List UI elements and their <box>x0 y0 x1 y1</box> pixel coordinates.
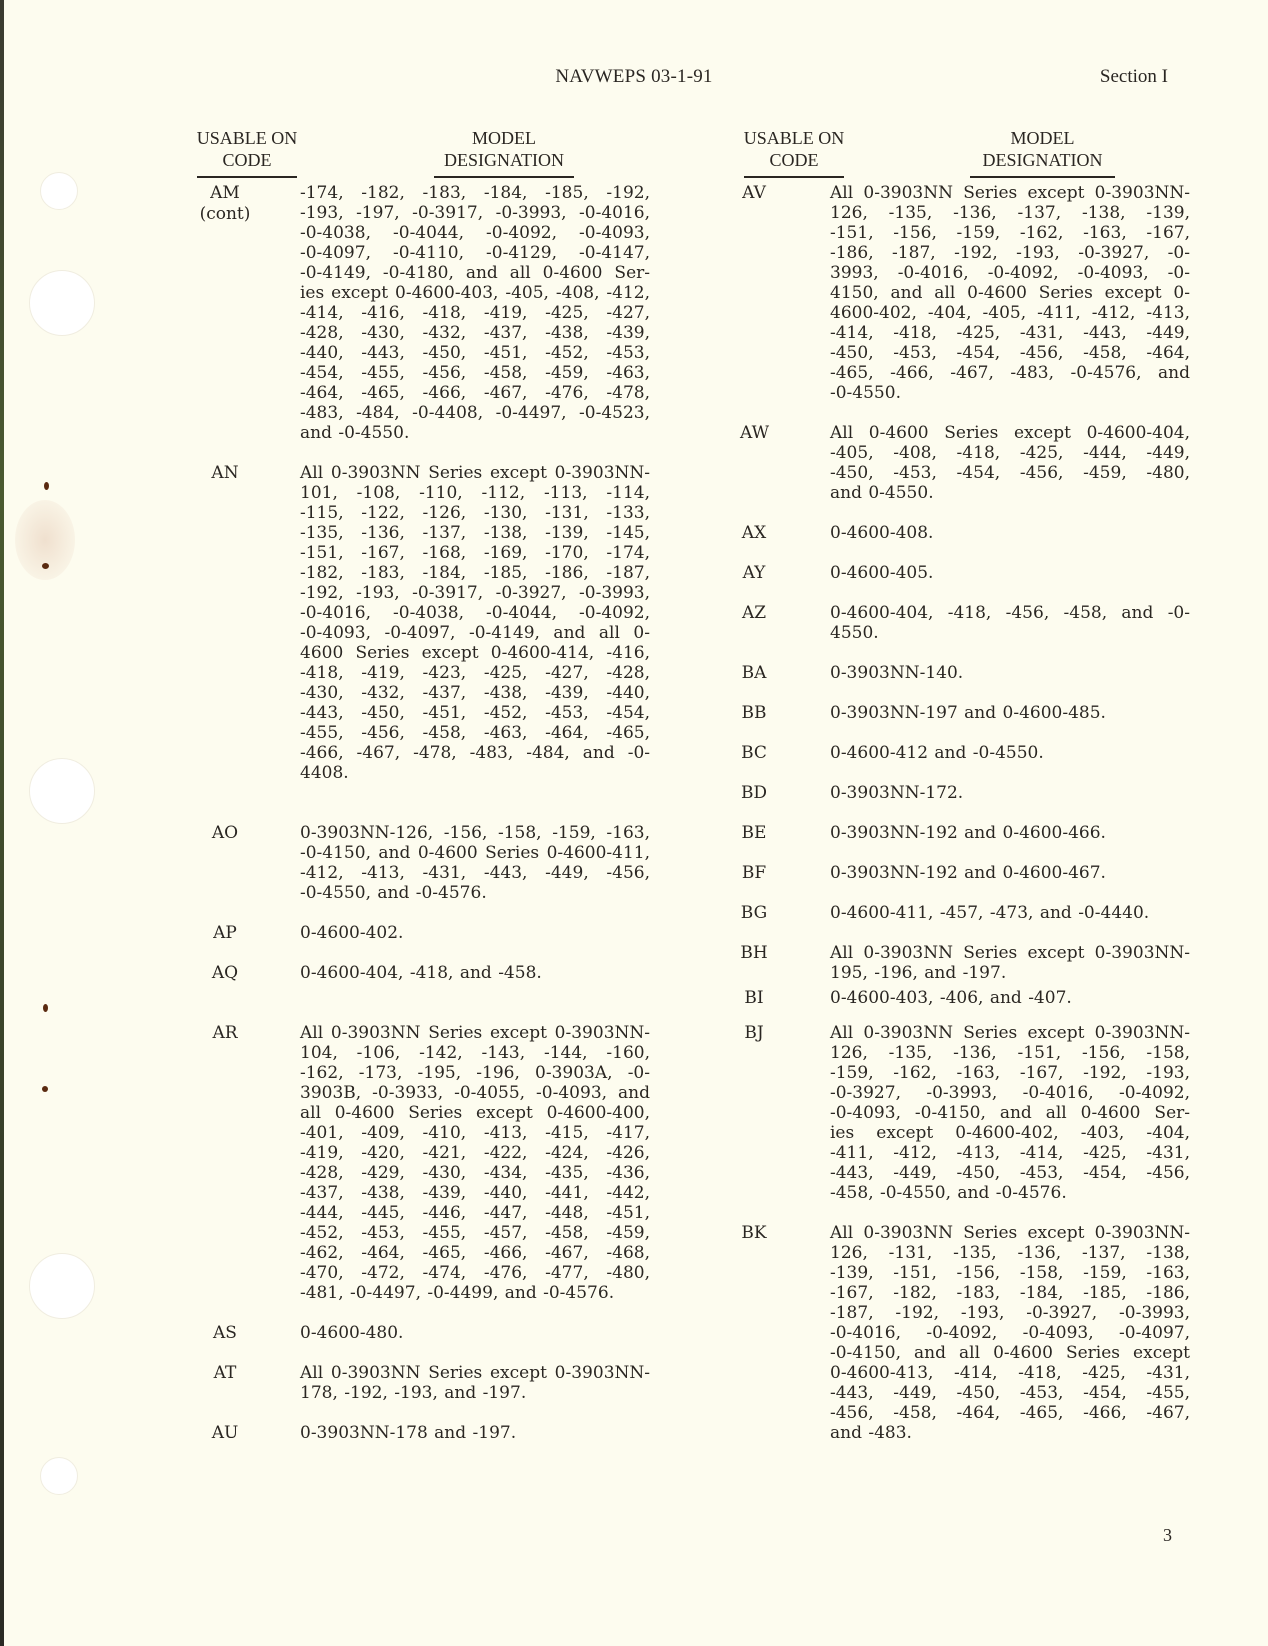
designation-line: 0-3903NN-192 and 0-4600-466. <box>830 823 1106 843</box>
stain <box>42 1086 48 1092</box>
column-header-line: DESIGNATION <box>444 150 564 170</box>
designation-line: -0-4550. <box>830 383 901 403</box>
designation-line: -430, -432, -437, -438, -439, -440, <box>300 683 650 703</box>
designation-line: -464, -465, -466, -467, -476, -478, <box>300 383 650 403</box>
usable-on-entry <box>740 603 1190 643</box>
designation-line: -450, -453, -454, -456, -459, -480, <box>830 463 1190 483</box>
page-binding-edge <box>0 0 4 1646</box>
column-header-line: MODEL <box>1010 128 1075 148</box>
column-header-line: CODE <box>769 150 819 170</box>
usable-on-entry <box>195 1323 650 1344</box>
designation-line: -428, -430, -432, -437, -438, -439, <box>300 323 650 343</box>
model-designation <box>830 703 1190 723</box>
left-model-column-header <box>424 127 584 178</box>
code-value: AT <box>213 1363 237 1383</box>
designation-line: -186, -187, -192, -193, -0-3927, -0- <box>830 243 1190 263</box>
designation-line: All 0-3903NN Series except 0-3903NN- <box>300 463 650 483</box>
usable-on-code <box>740 1223 768 1244</box>
usable-on-code <box>740 863 768 884</box>
header-underline <box>970 176 1115 178</box>
designation-line: 0-3903NN-197 and 0-4600-485. <box>830 703 1106 723</box>
usable-on-entry <box>195 963 650 984</box>
designation-line: 126, -135, -136, -137, -138, -139, <box>830 203 1190 223</box>
designation-line: -151, -156, -159, -162, -163, -167, <box>830 223 1190 243</box>
designation-line: 3993, -0-4016, -0-4092, -0-4093, -0- <box>830 263 1190 283</box>
code-value: BB <box>741 703 767 723</box>
designation-line: 126, -131, -135, -136, -137, -138, <box>830 1243 1190 1263</box>
usable-on-entry <box>740 823 1190 844</box>
column-header-line: CODE <box>222 150 272 170</box>
designation-line: ies except 0-4600-403, -405, -408, -412, <box>300 283 650 303</box>
designation-line: -418, -419, -423, -425, -427, -428, <box>300 663 650 683</box>
usable-on-code <box>195 923 255 944</box>
usable-on-code <box>740 823 768 844</box>
model-designation <box>830 183 1190 403</box>
usable-on-code <box>740 423 768 444</box>
designation-line: -443, -449, -450, -453, -454, -456, <box>830 1163 1190 1183</box>
designation-line: -0-3927, -0-3993, -0-4016, -0-4092, <box>830 1083 1190 1103</box>
usable-on-entry <box>195 1423 650 1444</box>
designation-line: -115, -122, -126, -130, -131, -133, <box>300 503 650 523</box>
code-value: BE <box>741 823 767 843</box>
designation-line: 101, -108, -110, -112, -113, -114, <box>300 483 650 503</box>
designation-line: -411, -412, -413, -414, -425, -431, <box>830 1143 1190 1163</box>
code-value: BD <box>740 783 768 803</box>
document-number: NAVWEPS 03-1-91 <box>555 66 713 87</box>
usable-on-code <box>740 783 768 804</box>
designation-line: 4550. <box>830 623 879 643</box>
punch-hole <box>29 1253 95 1319</box>
usable-on-entry <box>740 523 1190 544</box>
code-value: AX <box>741 523 767 543</box>
usable-on-entry <box>740 1023 1190 1203</box>
column-header-line: DESIGNATION <box>982 150 1103 170</box>
model-designation <box>300 183 650 443</box>
header-underline <box>744 176 844 178</box>
left-code-column-header <box>188 127 306 178</box>
designation-line: 4600 Series except 0-4600-414, -416, <box>300 643 650 663</box>
usable-on-code <box>195 183 255 225</box>
usable-on-entry <box>195 463 650 783</box>
usable-on-code <box>740 743 768 764</box>
usable-on-entry <box>740 563 1190 584</box>
designation-line: -162, -173, -195, -196, 0-3903A, -0- <box>300 1063 650 1083</box>
usable-on-entry <box>740 183 1190 403</box>
designation-line: 0-4600-408. <box>830 523 934 543</box>
designation-line: -0-4038, -0-4044, -0-4092, -0-4093, <box>300 223 650 243</box>
designation-line: -483, -484, -0-4408, -0-4497, -0-4523, <box>300 403 650 423</box>
designation-line: and 0-4550. <box>830 483 934 503</box>
code-value: AU <box>211 1423 239 1443</box>
punch-hole <box>29 758 95 824</box>
column-header-line: USABLE ON <box>196 128 298 148</box>
usable-on-code <box>195 963 255 984</box>
designation-line: -0-4150, and 0-4600 Series 0-4600-411, <box>300 843 650 863</box>
designation-line: -481, -0-4497, -0-4499, and -0-4576. <box>300 1283 615 1303</box>
model-designation <box>300 1323 650 1343</box>
designation-line: -159, -162, -163, -167, -192, -193, <box>830 1063 1190 1083</box>
designation-line: 3903B, -0-3933, -0-4055, -0-4093, and <box>300 1083 650 1103</box>
model-designation <box>300 1363 650 1403</box>
usable-on-entry <box>740 943 1190 983</box>
designation-line: -0-4016, -0-4038, -0-4044, -0-4092, <box>300 603 650 623</box>
designation-line: 0-4600-405. <box>830 563 934 583</box>
designation-line: 0-4600-413, -414, -418, -425, -431, <box>830 1363 1190 1383</box>
designation-line: -401, -409, -410, -413, -415, -417, <box>300 1123 650 1143</box>
designation-line: -455, -456, -458, -463, -464, -465, <box>300 723 650 743</box>
designation-line: -428, -429, -430, -434, -435, -436, <box>300 1163 650 1183</box>
usable-on-entry <box>740 423 1190 503</box>
designation-line: 0-4600-403, -406, and -407. <box>830 988 1072 1008</box>
usable-on-code <box>740 183 768 204</box>
designation-line: -193, -197, -0-3917, -0-3993, -0-4016, <box>300 203 650 223</box>
designation-line: -0-4550, and -0-4576. <box>300 883 487 903</box>
usable-on-entry <box>740 903 1190 924</box>
model-designation <box>830 743 1190 763</box>
punch-hole <box>40 1457 78 1495</box>
designation-line: -450, -453, -454, -456, -458, -464, <box>830 343 1190 363</box>
usable-on-code <box>740 603 768 624</box>
right-code-column-header <box>735 127 853 178</box>
code-value: AZ <box>741 603 767 623</box>
designation-line: -454, -455, -456, -458, -459, -463, <box>300 363 650 383</box>
code-note: (cont) <box>199 204 251 224</box>
designation-line: -0-4093, -0-4150, and all 0-4600 Ser- <box>830 1103 1190 1123</box>
model-designation <box>830 423 1190 503</box>
usable-on-entry <box>195 1363 650 1403</box>
designation-line: -192, -193, -0-3917, -0-3927, -0-3993, <box>300 583 650 603</box>
designation-line: 0-3903NN-140. <box>830 663 964 683</box>
usable-on-code <box>195 1423 255 1444</box>
code-value: AP <box>213 923 237 943</box>
designation-line: -167, -182, -183, -184, -185, -186, <box>830 1283 1190 1303</box>
usable-on-code <box>740 663 768 684</box>
usable-on-code <box>740 988 768 1009</box>
model-designation <box>830 523 1190 543</box>
designation-line: 4600-402, -404, -405, -411, -412, -413, <box>830 303 1190 323</box>
usable-on-entry <box>740 783 1190 804</box>
code-value: AW <box>740 423 770 443</box>
designation-line: 104, -106, -142, -143, -144, -160, <box>300 1043 650 1063</box>
designation-line: All 0-3903NN Series except 0-3903NN- <box>830 943 1190 963</box>
designation-line: -0-4016, -0-4092, -0-4093, -0-4097, <box>830 1323 1190 1343</box>
designation-line: -151, -167, -168, -169, -170, -174, <box>300 543 650 563</box>
usable-on-entry <box>740 703 1190 724</box>
designation-line: All 0-3903NN Series except 0-3903NN- <box>300 1363 650 1383</box>
usable-on-entry <box>740 1223 1190 1443</box>
usable-on-entry <box>195 823 650 903</box>
designation-line: -470, -472, -474, -476, -477, -480, <box>300 1263 650 1283</box>
designation-line: 195, -196, and -197. <box>830 963 1007 983</box>
model-designation <box>830 663 1190 683</box>
designation-line: 0-3903NN-192 and 0-4600-467. <box>830 863 1106 883</box>
section-label: Section I <box>1099 66 1168 87</box>
code-value: AQ <box>211 963 239 983</box>
header-underline <box>434 176 574 178</box>
model-designation <box>300 1023 650 1303</box>
designation-line: ies except 0-4600-402, -403, -404, <box>830 1123 1190 1143</box>
designation-line: -0-4093, -0-4097, -0-4149, and all 0- <box>300 623 650 643</box>
usable-on-code <box>740 703 768 724</box>
code-value: AM <box>210 183 240 203</box>
designation-line: 126, -135, -136, -151, -156, -158, <box>830 1043 1190 1063</box>
code-value: BC <box>741 743 767 763</box>
designation-line: -135, -136, -137, -138, -139, -145, <box>300 523 650 543</box>
usable-on-code <box>195 463 255 484</box>
designation-line: -187, -192, -193, -0-3927, -0-3993, <box>830 1303 1190 1323</box>
punch-hole <box>29 270 95 336</box>
usable-on-entry <box>740 663 1190 684</box>
designation-line: -139, -151, -156, -158, -159, -163, <box>830 1263 1190 1283</box>
code-value: AV <box>742 183 766 203</box>
header-underline <box>197 176 297 178</box>
code-value: BJ <box>744 1023 764 1043</box>
designation-line: All 0-3903NN Series except 0-3903NN- <box>830 183 1190 203</box>
designation-line: -466, -467, -478, -483, -484, and -0- <box>300 743 650 763</box>
model-designation <box>830 1023 1190 1203</box>
page-number: 3 <box>1163 1525 1172 1545</box>
model-designation <box>830 903 1190 923</box>
stain <box>42 563 49 569</box>
model-designation <box>300 923 650 943</box>
designation-line: and -483. <box>830 1423 912 1443</box>
designation-line: 4408. <box>300 763 349 783</box>
designation-line: -443, -449, -450, -453, -454, -455, <box>830 1383 1190 1403</box>
right-model-column-header <box>960 127 1125 178</box>
model-designation <box>830 603 1190 643</box>
designation-line: 0-4600-402. <box>300 923 404 943</box>
designation-line: All 0-3903NN Series except 0-3903NN- <box>830 1023 1190 1043</box>
designation-line: all 0-4600 Series except 0-4600-400, <box>300 1103 650 1123</box>
designation-line: -465, -466, -467, -483, -0-4576, and <box>830 363 1190 383</box>
designation-line: 0-4600-411, -457, -473, and -0-4440. <box>830 903 1150 923</box>
code-value: AO <box>211 823 239 843</box>
stain <box>44 482 49 490</box>
code-value: BK <box>741 1223 767 1243</box>
designation-line: -458, -0-4550, and -0-4576. <box>830 1183 1067 1203</box>
designation-line: -452, -453, -455, -457, -458, -459, <box>300 1223 650 1243</box>
code-value: AY <box>742 563 766 583</box>
usable-on-code <box>740 943 768 964</box>
designation-line: -0-4097, -0-4110, -0-4129, -0-4147, <box>300 243 650 263</box>
model-designation <box>300 463 650 783</box>
designation-line: 0-4600-480. <box>300 1323 404 1343</box>
designation-line: and -0-4550. <box>300 423 410 443</box>
usable-on-code <box>195 1323 255 1344</box>
designation-line: -440, -443, -450, -451, -452, -453, <box>300 343 650 363</box>
designation-line: -405, -408, -418, -425, -444, -449, <box>830 443 1190 463</box>
usable-on-code <box>740 903 768 924</box>
designation-line: -182, -183, -184, -185, -186, -187, <box>300 563 650 583</box>
designation-line: 0-4600-404, -418, -456, -458, and -0- <box>830 603 1190 623</box>
model-designation <box>830 563 1190 583</box>
model-designation <box>300 823 650 903</box>
model-designation <box>300 963 650 983</box>
usable-on-code <box>195 1023 255 1044</box>
designation-line: -412, -413, -431, -443, -449, -456, <box>300 863 650 883</box>
designation-line: 0-3903NN-172. <box>830 783 964 803</box>
model-designation <box>830 988 1190 1008</box>
model-designation <box>300 1423 650 1443</box>
designation-line: 4150, and all 0-4600 Series except 0- <box>830 283 1190 303</box>
usable-on-code <box>195 1363 255 1384</box>
usable-on-entry <box>195 923 650 944</box>
usable-on-code <box>740 1023 768 1044</box>
usable-on-code <box>740 563 768 584</box>
designation-line: All 0-3903NN Series except 0-3903NN- <box>830 1223 1190 1243</box>
designation-line: -437, -438, -439, -440, -441, -442, <box>300 1183 650 1203</box>
column-header-line: MODEL <box>472 128 536 148</box>
designation-line: -443, -450, -451, -452, -453, -454, <box>300 703 650 723</box>
column-header-line: USABLE ON <box>743 128 845 148</box>
designation-line: -462, -464, -465, -466, -467, -468, <box>300 1243 650 1263</box>
usable-on-entry <box>740 743 1190 764</box>
stain <box>43 1004 48 1012</box>
usable-on-code <box>195 823 255 844</box>
code-value: BF <box>741 863 767 883</box>
code-value: BA <box>741 663 767 683</box>
designation-line: -174, -182, -183, -184, -185, -192, <box>300 183 650 203</box>
code-value: AS <box>213 1323 237 1343</box>
designation-line: 0-4600-412 and -0-4550. <box>830 743 1044 763</box>
model-designation <box>830 823 1190 843</box>
usable-on-entry <box>740 863 1190 884</box>
designation-line: 0-4600-404, -418, and -458. <box>300 963 542 983</box>
designation-line: -456, -458, -464, -465, -466, -467, <box>830 1403 1190 1423</box>
punch-hole <box>40 172 78 210</box>
designation-line: 0-3903NN-178 and -197. <box>300 1423 517 1443</box>
usable-on-entry <box>195 1023 650 1303</box>
designation-line: -0-4150, and all 0-4600 Series except <box>830 1343 1190 1363</box>
designation-line: -419, -420, -421, -422, -424, -426, <box>300 1143 650 1163</box>
code-value: AR <box>212 1023 238 1043</box>
usable-on-entry <box>195 183 650 443</box>
usable-on-entry <box>740 988 1190 1009</box>
model-designation <box>830 783 1190 803</box>
designation-line: -0-4149, -0-4180, and all 0-4600 Ser- <box>300 263 650 283</box>
designation-line: -414, -418, -425, -431, -443, -449, <box>830 323 1190 343</box>
code-value: BH <box>740 943 768 963</box>
designation-line: All 0-4600 Series except 0-4600-404, <box>830 423 1190 443</box>
code-value: AN <box>211 463 239 483</box>
model-designation <box>830 943 1190 983</box>
designation-line: 0-3903NN-126, -156, -158, -159, -163, <box>300 823 650 843</box>
designation-line: 178, -192, -193, and -197. <box>300 1383 527 1403</box>
model-designation <box>830 863 1190 883</box>
designation-line: All 0-3903NN Series except 0-3903NN- <box>300 1023 650 1043</box>
code-value: BG <box>740 903 768 923</box>
usable-on-code <box>740 523 768 544</box>
code-value: BI <box>744 988 764 1008</box>
designation-line: -414, -416, -418, -419, -425, -427, <box>300 303 650 323</box>
model-designation <box>830 1223 1190 1443</box>
designation-line: -444, -445, -446, -447, -448, -451, <box>300 1203 650 1223</box>
